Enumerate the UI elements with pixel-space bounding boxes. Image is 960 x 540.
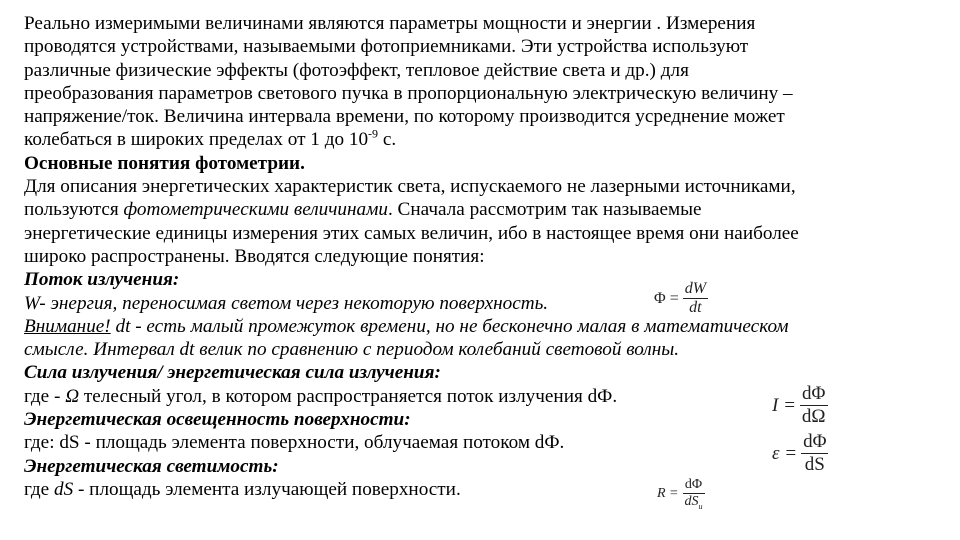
formula-lhs: ε = bbox=[772, 442, 798, 464]
exponent: -9 bbox=[368, 127, 379, 142]
intro-line-4: преобразования параметров светового пучка в пропорциональную электрическую величину – bbox=[24, 82, 793, 104]
formula-denominator-text: dS bbox=[684, 494, 699, 509]
desc-line-2 bbox=[24, 198, 924, 221]
intensity-text-start: где - bbox=[24, 385, 66, 407]
formula-lhs: Φ = bbox=[654, 289, 679, 307]
intro-line-2: проводятся устройствами, называемыми фотоприемниками. Эти устройства используют bbox=[24, 36, 749, 58]
exitance-text-start: где bbox=[24, 478, 54, 500]
formula-numerator: dW bbox=[684, 280, 707, 297]
intro-line-6 bbox=[24, 128, 924, 151]
formula-fraction bbox=[800, 383, 828, 428]
heading-irradiance: Энергетическая освещенность поверхности: bbox=[24, 409, 411, 431]
desc-line-2-end: . Сначала рассмотрим так называемые bbox=[387, 199, 702, 221]
intro-line-6-text: колебаться в широких пределах от 1 до 10 bbox=[24, 129, 369, 151]
attention-line-1 bbox=[24, 315, 924, 338]
formula-fraction bbox=[801, 431, 828, 476]
formula-denominator-subscript: u bbox=[698, 501, 703, 511]
intro-line-5: напряжение/ток. Величина интервала времени, по которому производится усреднение может bbox=[24, 106, 785, 128]
intro-line-1: Реально измеримыми величинами являются параметры мощности и энергии . Измерения bbox=[24, 13, 756, 34]
formula-denominator: dt bbox=[689, 299, 702, 316]
formula-radiant-flux bbox=[654, 280, 708, 317]
formula-irradiance bbox=[772, 431, 828, 476]
exitance-text bbox=[24, 478, 924, 501]
attention-text: dt - есть малый промежуток времени, но не бесконечно малая в математическом bbox=[110, 315, 789, 337]
formula-denominator bbox=[683, 494, 705, 511]
desc-line-4: широко распространены. Вводятся следующие понятия: bbox=[24, 245, 485, 267]
desc-line-1: Для описания энергетических характеристик света, испускаемого не лазерными источниками, bbox=[24, 176, 796, 198]
desc-line-3: энергетические единицы измерения этих самых величин, ибо в настоящее время они наиболее bbox=[24, 222, 799, 244]
heading-basic-concepts: Основные понятия фотометрии. bbox=[24, 152, 305, 174]
formula-lhs: I = bbox=[772, 394, 796, 416]
irradiance-text: где: dS - площадь элемента поверхности, облучаемая потоком dФ. bbox=[24, 432, 565, 454]
formula-denominator: dS bbox=[804, 454, 825, 475]
exitance-text-end: - площадь элемента излучающей поверхности. bbox=[73, 478, 461, 500]
desc-line-2-start: пользуются bbox=[24, 199, 124, 221]
formula-numerator: dΦ bbox=[803, 431, 827, 452]
formula-denominator: dΩ bbox=[801, 406, 826, 427]
formula-lhs: R = bbox=[657, 485, 679, 501]
attention-line-2: смысле. Интервал dt велик по сравнению с периодом колебаний световой волны. bbox=[24, 339, 680, 361]
photometric-quantities-term: фотометрическими величинами bbox=[123, 199, 388, 221]
intensity-text-end: телесный угол, в котором распространяется поток излучения dФ. bbox=[79, 385, 618, 407]
heading-radiant-intensity: Сила излучения/ энергетическая сила излучения: bbox=[24, 362, 441, 384]
formula-radiant-intensity bbox=[772, 383, 828, 428]
omega-symbol: Ω bbox=[65, 385, 80, 407]
formula-fraction bbox=[683, 280, 708, 317]
heading-radiant-exitance: Энергетическая светимость: bbox=[24, 455, 279, 477]
intro-line-3: различные физические эффекты (фотоэффект, тепловое действие света и др.) для bbox=[24, 59, 689, 81]
ds-symbol: dS bbox=[54, 478, 74, 500]
attention-label: Внимание! bbox=[24, 315, 111, 337]
formula-radiant-exitance bbox=[657, 477, 705, 511]
flux-definition: W- энергия, переносимая светом через некоторую поверхность. bbox=[24, 292, 549, 314]
heading-radiant-flux: Поток излучения: bbox=[24, 269, 180, 291]
formula-numerator: dΦ bbox=[684, 477, 703, 492]
formula-numerator: dΦ bbox=[802, 383, 826, 404]
formula-fraction bbox=[683, 477, 705, 511]
intro-line-6-end: с. bbox=[378, 129, 397, 151]
